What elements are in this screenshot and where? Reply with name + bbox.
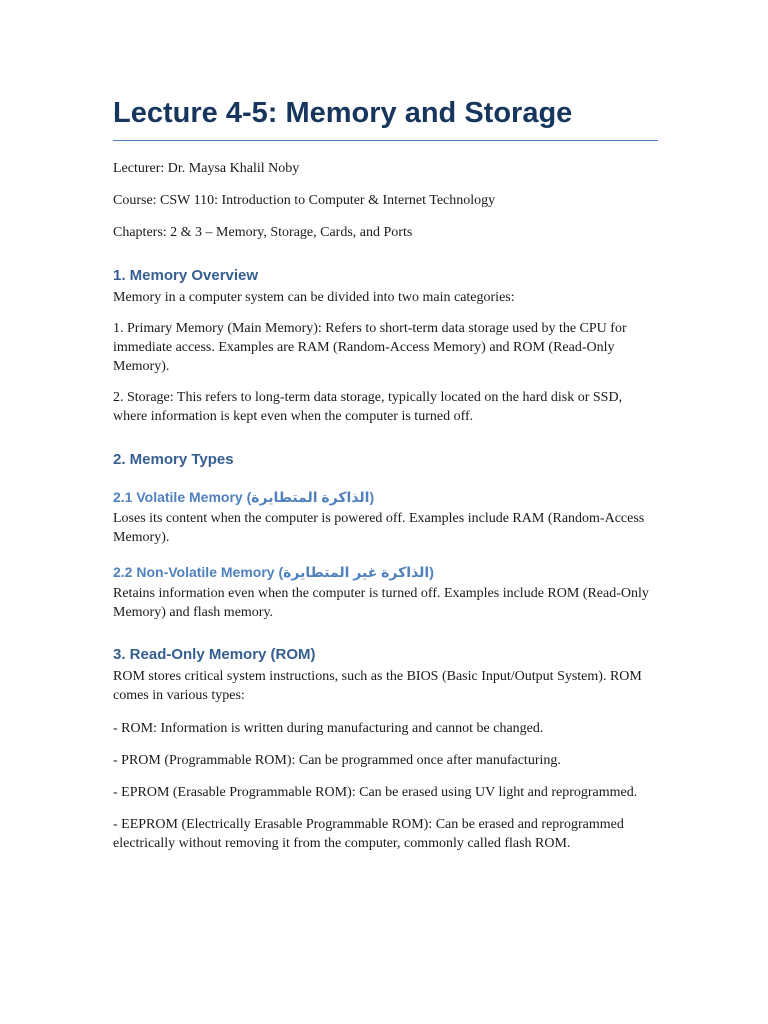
rom-type-item: - EEPROM (Electrically Erasable Programmable ROM): Can be erased and reprogrammed electrically without removing it from the computer, commonly called flash ROM. — [113, 816, 624, 851]
document-page — [113, 96, 658, 853]
rom-intro: ROM stores critical system instructions, such as the BIOS (Basic Input/Output System). ROM comes in various types: — [113, 668, 642, 703]
primary-memory-paragraph: 1. Primary Memory (Main Memory): Refers to short-term data storage used by the CPU for immediate access. Examples are RAM (Random-Access Memory) and ROM (Read-Only Memory). — [113, 320, 627, 374]
subsection-heading-volatile: 2.1 Volatile Memory (الذاكرة المتطايرة) — [113, 488, 375, 505]
memory-overview-intro: Memory in a computer system can be divided into two main categories: — [113, 289, 515, 305]
chapters-line: Chapters: 2 & 3 – Memory, Storage, Cards, and Ports — [113, 224, 413, 240]
rom-type-item: - ROM: Information is written during manufacturing and cannot be changed. — [113, 720, 544, 736]
section-heading-memory-overview: 1. Memory Overview — [113, 266, 259, 284]
course-line: Course: CSW 110: Introduction to Computer & Internet Technology — [113, 192, 496, 208]
subsection-heading-non-volatile: 2.2 Non-Volatile Memory (الذاكرة غير المتطايرة) — [113, 563, 434, 580]
storage-paragraph: 2. Storage: This refers to long-term data storage, typically located on the hard disk or SSD, where information is kept even when the computer is turned off. — [113, 389, 623, 424]
section-heading-rom: 3. Read-Only Memory (ROM) — [113, 645, 316, 663]
section-heading-memory-types: 2. Memory Types — [113, 450, 234, 468]
non-volatile-paragraph: Retains information even when the computer is turned off. Examples include ROM (Read-Only Memory) and flash memory. — [113, 585, 649, 620]
volatile-paragraph: Loses its content when the computer is powered off. Examples include RAM (Random-Access Memory). — [113, 510, 645, 545]
rom-type-item: - PROM (Programmable ROM): Can be programmed once after manufacturing. — [113, 752, 561, 768]
document-title: Lecture 4-5: Memory and Storage — [113, 96, 658, 141]
rom-type-item: - EPROM (Erasable Programmable ROM): Can be erased using UV light and reprogrammed. — [113, 784, 638, 800]
lecturer-line: Lecturer: Dr. Maysa Khalil Noby — [113, 160, 300, 176]
